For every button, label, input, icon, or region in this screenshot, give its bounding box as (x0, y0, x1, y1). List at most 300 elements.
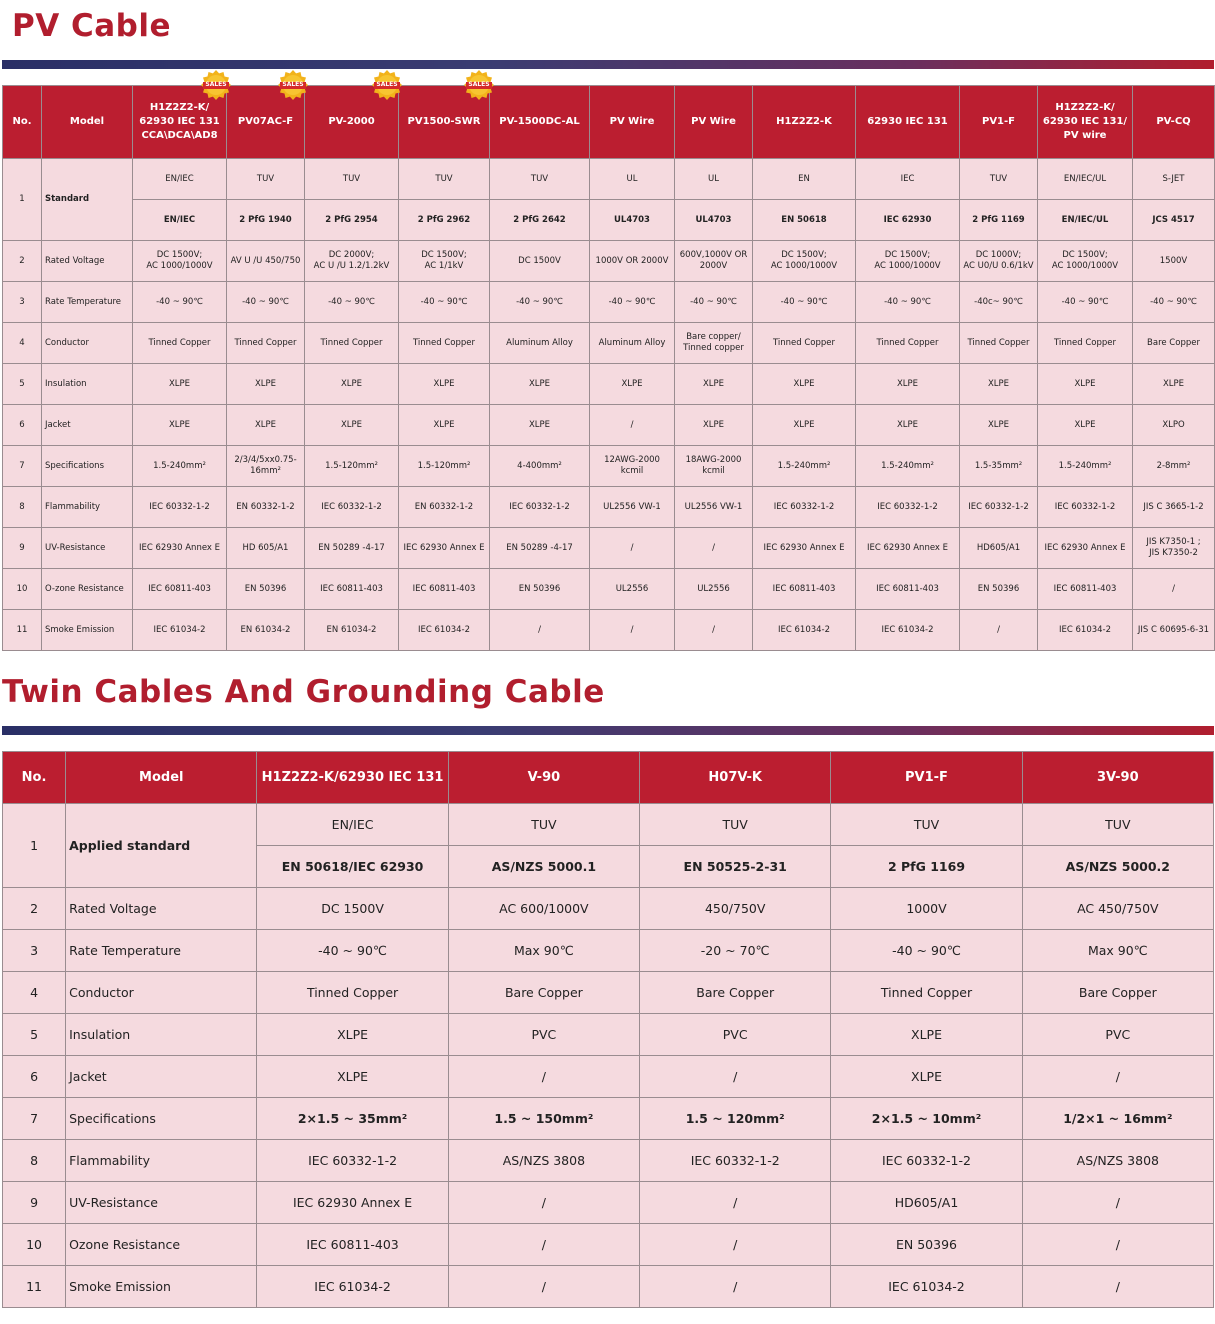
table-cell: EN 60332-1-2 (399, 487, 490, 528)
table-cell: IEC 60332-1-2 (257, 1140, 448, 1182)
row-label: Rated Voltage (42, 241, 133, 282)
table-cell: EN/IEC (257, 804, 448, 846)
table-cell: XLPE (227, 405, 305, 446)
table-cell: / (640, 1182, 831, 1224)
table-cell: IEC 60332-1-2 (960, 487, 1038, 528)
table-cell: UL2556 (675, 569, 753, 610)
table-cell: XLPE (1133, 364, 1215, 405)
row-label: Conductor (42, 323, 133, 364)
table-cell: IEC 62930 Annex E (856, 528, 960, 569)
header-no: No. (3, 86, 42, 159)
table-cell: EN 50618/IEC 62930 (257, 846, 448, 888)
table-cell: UL2556 VW-1 (675, 487, 753, 528)
table-cell: IEC 62930 Annex E (399, 528, 490, 569)
table-cell: JIS C 60695-6-31 (1133, 610, 1215, 651)
table-row (3, 323, 1215, 364)
row-number: 7 (3, 446, 42, 487)
table-cell: IEC 60332-1-2 (490, 487, 590, 528)
table-cell: Tinned Copper (960, 323, 1038, 364)
table-cell: DC 1500V (490, 241, 590, 282)
table-row (3, 1224, 1214, 1266)
row-label: UV-Resistance (42, 528, 133, 569)
header-model-name: PV Wire (590, 86, 675, 159)
table-cell: / (448, 1056, 639, 1098)
table-cell: Bare copper/ Tinned copper (675, 323, 753, 364)
table-cell: 1.5-240mm² (753, 446, 856, 487)
table-cell: XLPE (675, 364, 753, 405)
table-cell: Tinned Copper (399, 323, 490, 364)
table-cell: XLPE (856, 364, 960, 405)
row-number: 3 (3, 930, 66, 972)
row-number: 6 (3, 405, 42, 446)
table-cell: 2-8mm² (1133, 446, 1215, 487)
table-cell: 1000V (831, 888, 1022, 930)
table-cell: / (590, 405, 675, 446)
table-cell: -40 ~ 90℃ (590, 282, 675, 323)
row-number: 8 (3, 1140, 66, 1182)
table-cell: XLPE (753, 364, 856, 405)
table-cell: 1.5-35mm² (960, 446, 1038, 487)
row-label: Smoke Emission (66, 1266, 257, 1308)
table-cell: 2 PfG 1169 (960, 200, 1038, 241)
table-cell: / (448, 1266, 639, 1308)
table-cell: EN 50396 (490, 569, 590, 610)
table-cell: DC 2000V; AC U /U 1.2/1.2kV (305, 241, 399, 282)
table-cell: -20 ~ 70℃ (640, 930, 831, 972)
table-cell: AS/NZS 5000.2 (1022, 846, 1213, 888)
table-row (3, 569, 1215, 610)
table-cell: EN 50289 -4-17 (490, 528, 590, 569)
table-cell: DC 1500V; AC 1000/1000V (856, 241, 960, 282)
row-label: Applied standard (66, 804, 257, 888)
table-cell: EN 50396 (227, 569, 305, 610)
row-label: Jacket (42, 405, 133, 446)
table-cell: JIS K7350-1 ; JIS K7350-2 (1133, 528, 1215, 569)
table-cell: 1/2×1 ~ 16mm² (1022, 1098, 1213, 1140)
table-cell: / (1133, 569, 1215, 610)
header-model-name: H1Z2Z2-K/ 62930 IEC 131 CCA\DCA\AD8 (133, 86, 227, 159)
table-cell: PVC (448, 1014, 639, 1056)
table-cell: AC 450/750V (1022, 888, 1213, 930)
table-cell: UL4703 (590, 200, 675, 241)
table-cell: TUV (448, 804, 639, 846)
title-underline-bar (2, 60, 1214, 69)
table-cell: IEC 62930 Annex E (133, 528, 227, 569)
table-cell: XLPE (831, 1056, 1022, 1098)
header-model-name: V-90 (448, 752, 639, 804)
table-cell: IEC 62930 Annex E (753, 528, 856, 569)
table-cell: 18AWG-2000 kcmil (675, 446, 753, 487)
table-row (3, 364, 1215, 405)
table-cell: -40 ~ 90℃ (1133, 282, 1215, 323)
table-cell: PVC (640, 1014, 831, 1056)
header-model-name: PV1-F (960, 86, 1038, 159)
table-row (3, 487, 1215, 528)
table-row (3, 241, 1215, 282)
table-cell: / (490, 610, 590, 651)
table-cell: 12AWG-2000 kcmil (590, 446, 675, 487)
row-number: 9 (3, 528, 42, 569)
table-cell: 4-400mm² (490, 446, 590, 487)
table-cell: 1.5-240mm² (856, 446, 960, 487)
table-cell: EN 50396 (831, 1224, 1022, 1266)
table-row (3, 610, 1215, 651)
table-cell: 1.5-240mm² (133, 446, 227, 487)
row-label: O-zone Resistance (42, 569, 133, 610)
table-row (3, 282, 1215, 323)
row-label: Jacket (66, 1056, 257, 1098)
table-cell: XLPE (257, 1056, 448, 1098)
pv-cable-header-row (3, 86, 1215, 159)
row-number: 5 (3, 364, 42, 405)
table-cell: -40 ~ 90℃ (753, 282, 856, 323)
table-row (3, 1140, 1214, 1182)
header-model-name: PV1500-SWR (399, 86, 490, 159)
table-row (3, 972, 1214, 1014)
table-cell: EN/IEC (133, 200, 227, 241)
table-cell: 450/750V (640, 888, 831, 930)
header-model-name: PV-CQ (1133, 86, 1215, 159)
table-cell: Tinned Copper (257, 972, 448, 1014)
table-cell: Tinned Copper (227, 323, 305, 364)
table-cell: 2 PfG 2642 (490, 200, 590, 241)
sales-badge-text: SALES (205, 81, 227, 88)
table-cell: -40 ~ 90℃ (305, 282, 399, 323)
table-row (3, 888, 1214, 930)
table-cell: IEC 60811-403 (1038, 569, 1133, 610)
table-cell: XLPE (675, 405, 753, 446)
table-row (3, 930, 1214, 972)
row-label: Rated Voltage (66, 888, 257, 930)
table-cell: IEC 60811-403 (133, 569, 227, 610)
table-cell: AS/NZS 5000.1 (448, 846, 639, 888)
row-number: 11 (3, 1266, 66, 1308)
table-cell: EN 60332-1-2 (227, 487, 305, 528)
sales-badge-icon (372, 70, 402, 100)
table-cell: / (640, 1056, 831, 1098)
row-number: 10 (3, 569, 42, 610)
table-cell: 1.5-120mm² (305, 446, 399, 487)
table-cell: EN/IEC/UL (1038, 159, 1133, 200)
table-cell: Bare Copper (640, 972, 831, 1014)
header-model-name: PV1-F (831, 752, 1022, 804)
row-number: 1 (3, 159, 42, 241)
table-cell: Tinned Copper (831, 972, 1022, 1014)
table-cell: 2/3/4/5xx0.75- 16mm² (227, 446, 305, 487)
row-label: Insulation (42, 364, 133, 405)
header-model: Model (66, 752, 257, 804)
table-cell: UL (675, 159, 753, 200)
twin-cables-title: Twin Cables And Grounding Cable (2, 674, 605, 710)
table-cell: / (960, 610, 1038, 651)
table-cell: EN 61034-2 (305, 610, 399, 651)
row-number: 2 (3, 888, 66, 930)
table-cell: XLPE (1038, 405, 1133, 446)
table-row (3, 804, 1214, 846)
table-row (3, 1014, 1214, 1056)
table-cell: JIS C 3665-1-2 (1133, 487, 1215, 528)
row-label: Conductor (66, 972, 257, 1014)
table-cell: IEC 60332-1-2 (1038, 487, 1133, 528)
row-label: Flammability (66, 1140, 257, 1182)
table-cell: 2 PfG 1169 (831, 846, 1022, 888)
table-cell: Tinned Copper (133, 323, 227, 364)
table-cell: Max 90℃ (448, 930, 639, 972)
table-cell: 1.5 ~ 120mm² (640, 1098, 831, 1140)
row-label: Specifications (42, 446, 133, 487)
row-label: UV-Resistance (66, 1182, 257, 1224)
table-cell: HD605/A1 (831, 1182, 1022, 1224)
table-cell: XLPE (133, 364, 227, 405)
table-cell: AS/NZS 3808 (1022, 1140, 1213, 1182)
table-cell: / (640, 1224, 831, 1266)
row-number: 4 (3, 972, 66, 1014)
pv-cable-table (2, 85, 1215, 651)
table-cell: UL4703 (675, 200, 753, 241)
table-cell: XLPE (1038, 364, 1133, 405)
table-row (3, 200, 1215, 241)
table-cell: IEC 60811-403 (305, 569, 399, 610)
table-cell: TUV (960, 159, 1038, 200)
table-cell: / (675, 610, 753, 651)
table-cell: Tinned Copper (1038, 323, 1133, 364)
table-cell: -40 ~ 90℃ (856, 282, 960, 323)
row-label: Standard (42, 159, 133, 241)
table-cell: IEC 61034-2 (753, 610, 856, 651)
table-cell: IEC 61034-2 (399, 610, 490, 651)
table-cell: Bare Copper (1022, 972, 1213, 1014)
table-cell: UL2556 VW-1 (590, 487, 675, 528)
table-cell: / (590, 528, 675, 569)
table-row (3, 1266, 1214, 1308)
table-cell: IEC 60332-1-2 (753, 487, 856, 528)
row-label: Specifications (66, 1098, 257, 1140)
row-number: 2 (3, 241, 42, 282)
table-cell: IEC 60332-1-2 (640, 1140, 831, 1182)
table-cell: XLPE (133, 405, 227, 446)
table-cell: PVC (1022, 1014, 1213, 1056)
table-cell: -40c~ 90℃ (960, 282, 1038, 323)
table-cell: DC 1500V; AC 1000/1000V (1038, 241, 1133, 282)
table-cell: -40 ~ 90℃ (399, 282, 490, 323)
table-cell: IEC 61034-2 (1038, 610, 1133, 651)
table-cell: / (590, 610, 675, 651)
sales-badge-icon (464, 70, 494, 100)
twin-cables-header-row (3, 752, 1214, 804)
table-cell: XLPE (490, 405, 590, 446)
row-number: 6 (3, 1056, 66, 1098)
row-number: 10 (3, 1224, 66, 1266)
sales-badge-text: SALES (376, 81, 398, 88)
table-cell: EN 50396 (960, 569, 1038, 610)
table-cell: AC 600/1000V (448, 888, 639, 930)
table-cell: XLPE (856, 405, 960, 446)
header-model: Model (42, 86, 133, 159)
table-cell: -40 ~ 90℃ (675, 282, 753, 323)
row-number: 3 (3, 282, 42, 323)
table-cell: 1000V OR 2000V (590, 241, 675, 282)
table-cell: 1.5-120mm² (399, 446, 490, 487)
table-cell: / (1022, 1224, 1213, 1266)
table-cell: TUV (399, 159, 490, 200)
table-cell: DC 1500V; AC 1000/1000V (133, 241, 227, 282)
table-cell: IEC 61034-2 (856, 610, 960, 651)
table-row (3, 405, 1215, 446)
table-cell: XLPE (305, 405, 399, 446)
table-cell: DC 1500V (257, 888, 448, 930)
table-cell: XLPE (960, 405, 1038, 446)
table-cell: / (448, 1182, 639, 1224)
table-cell: Bare Copper (1133, 323, 1215, 364)
table-row (3, 528, 1215, 569)
table-cell: XLPE (399, 405, 490, 446)
table-cell: / (448, 1224, 639, 1266)
table-cell: EN (753, 159, 856, 200)
table-cell: UL (590, 159, 675, 200)
table-cell: JCS 4517 (1133, 200, 1215, 241)
title-underline-bar (2, 726, 1214, 735)
row-number: 5 (3, 1014, 66, 1056)
table-cell: XLPE (753, 405, 856, 446)
table-cell: 2×1.5 ~ 35mm² (257, 1098, 448, 1140)
row-label: Ozone Resistance (66, 1224, 257, 1266)
table-cell: IEC 60332-1-2 (305, 487, 399, 528)
table-cell: 1.5 ~ 150mm² (448, 1098, 639, 1140)
header-model-name: H1Z2Z2-K/62930 IEC 131 (257, 752, 448, 804)
table-row (3, 446, 1215, 487)
header-model-name: PV-2000 (305, 86, 399, 159)
table-cell: EN 50289 -4-17 (305, 528, 399, 569)
row-number: 9 (3, 1182, 66, 1224)
table-cell: UL2556 (590, 569, 675, 610)
table-cell: S-JET (1133, 159, 1215, 200)
table-cell: IEC 62930 Annex E (1038, 528, 1133, 569)
row-number: 4 (3, 323, 42, 364)
table-cell: EN 50525-2-31 (640, 846, 831, 888)
table-cell: IEC 61034-2 (133, 610, 227, 651)
table-cell: XLPE (305, 364, 399, 405)
table-cell: -40 ~ 90℃ (133, 282, 227, 323)
table-cell: EN/IEC/UL (1038, 200, 1133, 241)
row-label: Rate Temperature (66, 930, 257, 972)
table-cell: TUV (640, 804, 831, 846)
table-cell: IEC 61034-2 (831, 1266, 1022, 1308)
sales-badge-text: SALES (282, 81, 304, 88)
table-cell: IEC 62930 Annex E (257, 1182, 448, 1224)
table-cell: DC 1000V; AC U0/U 0.6/1kV (960, 241, 1038, 282)
table-cell: 2 PfG 1940 (227, 200, 305, 241)
table-cell: XLPE (590, 364, 675, 405)
header-model-name: PV07AC-F (227, 86, 305, 159)
table-cell: 2×1.5 ~ 10mm² (831, 1098, 1022, 1140)
header-model-name: H07V-K (640, 752, 831, 804)
table-cell: DC 1500V; AC 1/1kV (399, 241, 490, 282)
sales-badge-icon (201, 70, 231, 100)
table-cell: TUV (305, 159, 399, 200)
table-cell: Bare Copper (448, 972, 639, 1014)
header-model-name: H1Z2Z2-K (753, 86, 856, 159)
table-cell: IEC 60811-403 (856, 569, 960, 610)
table-cell: Max 90℃ (1022, 930, 1213, 972)
table-cell: XLPO (1133, 405, 1215, 446)
header-model-name: 3V-90 (1022, 752, 1213, 804)
table-cell: XLPE (960, 364, 1038, 405)
header-model-name: H1Z2Z2-K/ 62930 IEC 131/ PV wire (1038, 86, 1133, 159)
row-number: 1 (3, 804, 66, 888)
table-cell: 600V,1000V OR 2000V (675, 241, 753, 282)
table-cell: HD605/A1 (960, 528, 1038, 569)
table-cell: 2 PfG 2962 (399, 200, 490, 241)
table-cell: 2 PfG 2954 (305, 200, 399, 241)
table-cell: IEC 60332-1-2 (133, 487, 227, 528)
table-row (3, 159, 1215, 200)
table-cell: / (640, 1266, 831, 1308)
row-number: 11 (3, 610, 42, 651)
table-cell: AS/NZS 3808 (448, 1140, 639, 1182)
header-model-name: 62930 IEC 131 (856, 86, 960, 159)
table-cell: IEC 60811-403 (257, 1224, 448, 1266)
table-cell: XLPE (490, 364, 590, 405)
table-cell: HD 605/A1 (227, 528, 305, 569)
table-cell: IEC 60811-403 (399, 569, 490, 610)
table-cell: / (1022, 1056, 1213, 1098)
table-cell: XLPE (257, 1014, 448, 1056)
table-cell: EN 61034-2 (227, 610, 305, 651)
table-cell: Aluminum Alloy (590, 323, 675, 364)
table-cell: EN 50618 (753, 200, 856, 241)
table-cell: IEC 61034-2 (257, 1266, 448, 1308)
table-cell: / (1022, 1266, 1213, 1308)
table-cell: -40 ~ 90℃ (831, 930, 1022, 972)
row-number: 8 (3, 487, 42, 528)
sales-badge-icon (278, 70, 308, 100)
pv-cable-title: PV Cable (12, 8, 172, 44)
table-cell: 1.5-240mm² (1038, 446, 1133, 487)
table-cell: TUV (1022, 804, 1213, 846)
table-cell: Tinned Copper (753, 323, 856, 364)
row-label: Smoke Emission (42, 610, 133, 651)
table-cell: AV U /U 450/750 (227, 241, 305, 282)
table-cell: / (1022, 1182, 1213, 1224)
table-cell: EN/IEC (133, 159, 227, 200)
table-cell: TUV (490, 159, 590, 200)
table-cell: / (675, 528, 753, 569)
table-row (3, 1056, 1214, 1098)
table-cell: TUV (831, 804, 1022, 846)
table-cell: IEC (856, 159, 960, 200)
table-cell: 1500V (1133, 241, 1215, 282)
row-number: 7 (3, 1098, 66, 1140)
header-model-name: PV-1500DC-AL (490, 86, 590, 159)
table-cell: XLPE (227, 364, 305, 405)
table-cell: DC 1500V; AC 1000/1000V (753, 241, 856, 282)
header-no: No. (3, 752, 66, 804)
table-row (3, 1182, 1214, 1224)
row-label: Flammability (42, 487, 133, 528)
table-cell: -40 ~ 90℃ (227, 282, 305, 323)
table-cell: -40 ~ 90℃ (257, 930, 448, 972)
table-cell: IEC 62930 (856, 200, 960, 241)
header-model-name: PV Wire (675, 86, 753, 159)
row-label: Rate Temperature (42, 282, 133, 323)
row-label: Insulation (66, 1014, 257, 1056)
table-cell: TUV (227, 159, 305, 200)
table-cell: Tinned Copper (305, 323, 399, 364)
table-cell: IEC 60811-403 (753, 569, 856, 610)
table-cell: -40 ~ 90℃ (490, 282, 590, 323)
table-cell: Aluminum Alloy (490, 323, 590, 364)
table-cell: IEC 60332-1-2 (856, 487, 960, 528)
